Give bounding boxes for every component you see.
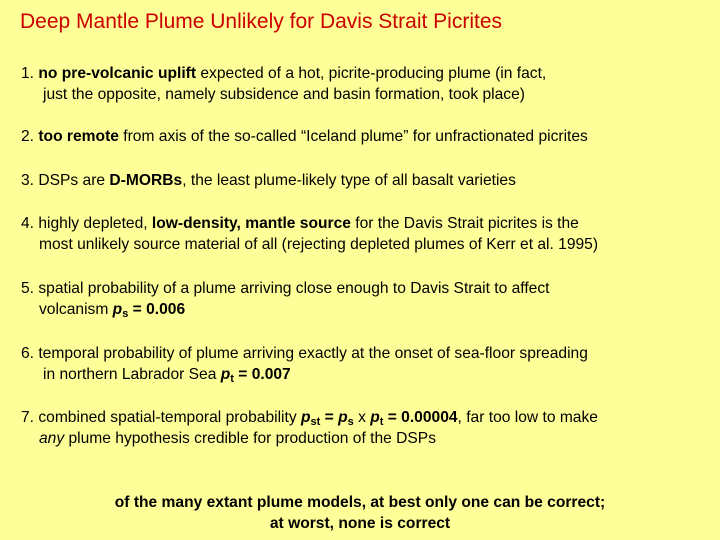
probability-value: = 0.007	[233, 366, 291, 383]
list-item-2	[21, 126, 701, 147]
item-continuation: plume hypothesis credible for production of the DSPs	[64, 430, 437, 447]
probability-symbol: p	[112, 301, 123, 318]
item-emphasis-italic: any	[39, 430, 65, 447]
item-continuation: in northern Labrador Sea	[43, 366, 221, 383]
item-emphasis: low-density, mantle source	[151, 215, 351, 232]
list-item-6	[21, 343, 701, 385]
list-item-4	[21, 213, 701, 255]
item-emphasis: too remote	[38, 128, 119, 145]
item-text: , the least plume-likely type of all basalt varieties	[182, 172, 516, 189]
conclusion-line-2: at worst, none is correct	[269, 515, 451, 532]
list-item-3	[21, 170, 701, 191]
equals-sign: =	[320, 409, 339, 426]
item-text-pre: combined spatial-temporal probability	[34, 409, 301, 426]
conclusion	[0, 492, 720, 534]
item-text: for the Davis Strait picrites is the	[350, 215, 579, 232]
conclusion-line-1: of the many extant plume models, at best only one can be correct;	[114, 494, 606, 511]
item-continuation: most unlikely source material of all (rejecting depleted plumes of Kerr et al. 1995)	[39, 236, 599, 253]
item-text: expected of a hot, picrite-producing plume (in fact,	[196, 65, 547, 82]
list-item-7	[21, 407, 701, 449]
list-item-5	[21, 278, 701, 320]
slide-title: Deep Mantle Plume Unlikely for Davis Strait Picrites	[20, 10, 502, 33]
times-sign: x	[353, 409, 371, 426]
item-number: 6.	[21, 345, 35, 362]
probability-subscript: t	[230, 373, 234, 385]
item-text-pre: highly depleted,	[34, 215, 152, 232]
item-text-pre: DSPs are	[34, 172, 110, 189]
item-text: from axis of the so-called “Iceland plume” for unfractionated picrites	[118, 128, 588, 145]
item-text: spatial probability of a plume arriving close enough to Davis Strait to affect	[34, 280, 550, 297]
probability-symbol: p	[220, 366, 231, 383]
probability-value: = 0.006	[128, 301, 186, 318]
item-number: 4.	[21, 215, 35, 232]
probability-symbol: p	[338, 409, 348, 426]
item-number: 3.	[21, 172, 35, 189]
probability-symbol: p	[300, 409, 311, 426]
item-continuation: just the opposite, namely subsidence and basin formation, took place)	[43, 86, 525, 103]
list-item-1	[21, 63, 701, 105]
item-continuation: volcanism	[39, 301, 113, 318]
item-emphasis: no pre-volcanic uplift	[38, 65, 197, 82]
probability-subscript: s	[122, 308, 129, 320]
probability-subscript: st	[310, 416, 321, 428]
item-number: 5.	[21, 280, 35, 297]
item-number: 2.	[21, 128, 35, 145]
item-text: , far too low to make	[457, 409, 598, 426]
item-number: 7.	[21, 409, 35, 426]
probability-symbol: p	[370, 409, 380, 426]
item-emphasis: D-MORBs	[109, 172, 183, 189]
item-number: 1.	[21, 65, 35, 82]
probability-subscript: t	[379, 416, 384, 428]
probability-subscript: s	[347, 416, 354, 428]
probability-value: = 0.00004	[383, 409, 458, 426]
item-text: temporal probability of plume arriving exactly at the onset of sea-floor spreading	[34, 345, 588, 362]
